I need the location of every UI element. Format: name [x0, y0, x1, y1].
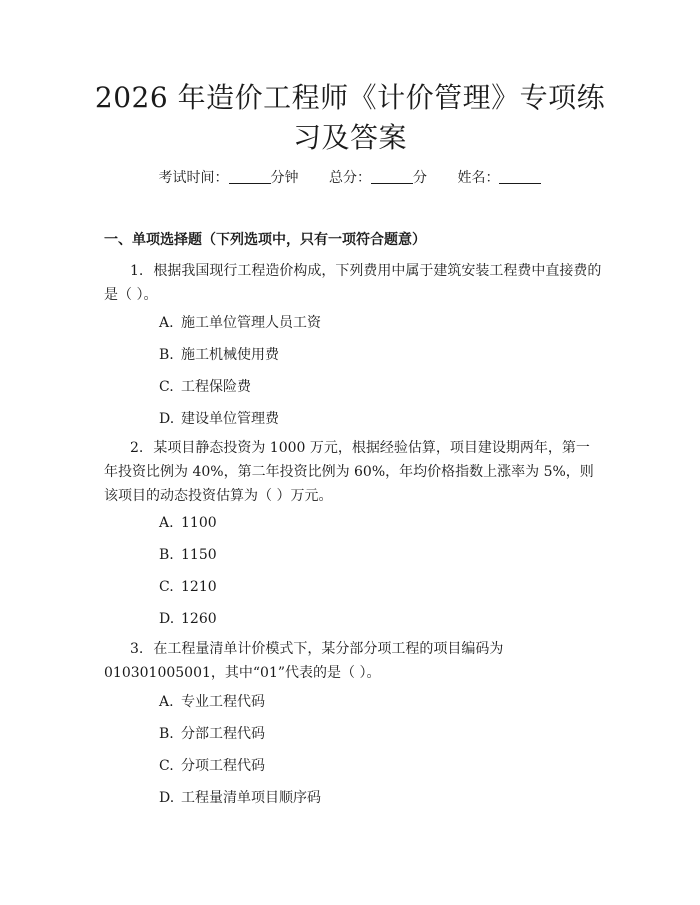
- question-1-option-d: [159, 409, 279, 429]
- name-label: 姓名：: [457, 170, 500, 186]
- question-2: [104, 436, 602, 508]
- option-letter: C.: [159, 579, 174, 595]
- question-1-option-c: [159, 377, 251, 397]
- option-text: 施工单位管理人员工资: [181, 315, 321, 331]
- option-letter: B.: [159, 347, 174, 363]
- option-text: 1260: [181, 611, 217, 627]
- document-title: 2026 年造价工程师《计价管理》专项练习及答案: [94, 81, 606, 154]
- score-blank: [371, 169, 413, 184]
- question-3-option-c: [159, 756, 265, 776]
- score-unit: 分: [413, 170, 427, 186]
- question-text: 根据我国现行工程造价构成，下列费用中属于建筑安装工程费中直接费的是（ ）。: [104, 263, 602, 303]
- option-letter: C.: [159, 758, 174, 774]
- question-number: 3.: [130, 641, 144, 657]
- question-2-option-a: [159, 513, 217, 533]
- option-letter: A.: [159, 694, 174, 710]
- question-number: 2.: [130, 440, 144, 456]
- question-1-option-b: [159, 345, 279, 365]
- score-field: [329, 168, 427, 188]
- name-blank: [499, 169, 541, 184]
- exam-time-unit: 分钟: [270, 170, 299, 186]
- option-text: 工程量清单项目顺序码: [181, 790, 321, 806]
- question-2-option-d: [159, 609, 217, 629]
- score-label: 总分：: [329, 170, 371, 186]
- exam-time-blank: [229, 169, 271, 184]
- option-text: 1100: [181, 515, 217, 531]
- option-text: 1210: [181, 579, 217, 595]
- option-letter: A.: [159, 515, 174, 531]
- exam-time-field: [159, 168, 299, 188]
- option-text: 建设单位管理费: [181, 411, 279, 427]
- question-text: 某项目静态投资为 1000 万元，根据经验估算，项目建设期两年，第一年投资比例为 40%，第二年投资比例为 60%，年均价格指数上涨率为 5%，则该项目的动态投资估算为（ ）万元。: [104, 440, 594, 504]
- question-2-option-b: [159, 545, 217, 565]
- section-heading: 一、单项选择题（下列选项中，只有一项符合题意）: [104, 232, 426, 248]
- exam-time-label: 考试时间：: [158, 170, 229, 186]
- option-text: 工程保险费: [181, 379, 251, 395]
- option-text: 专业工程代码: [181, 694, 265, 710]
- exam-info-line: [0, 168, 700, 188]
- question-3-option-d: [159, 788, 321, 808]
- option-letter: B.: [159, 547, 174, 563]
- option-text: 分项工程代码: [181, 758, 265, 774]
- name-field: [457, 168, 541, 188]
- option-text: 施工机械使用费: [181, 347, 279, 363]
- question-number: 1.: [130, 263, 144, 279]
- option-letter: D.: [159, 611, 175, 627]
- question-3-option-b: [159, 724, 265, 744]
- question-1: [104, 259, 602, 307]
- option-letter: B.: [159, 726, 174, 742]
- option-letter: A.: [159, 315, 174, 331]
- option-letter: D.: [159, 790, 175, 806]
- option-text: 1150: [181, 547, 217, 563]
- question-1-option-a: [159, 313, 321, 333]
- question-text: 在工程量清单计价模式下，某分部分项工程的项目编码为 010301005001，其中“01”代表的是（ ）。: [104, 641, 504, 681]
- option-letter: C.: [159, 379, 174, 395]
- option-letter: D.: [159, 411, 175, 427]
- question-3: [104, 637, 602, 685]
- question-3-option-a: [159, 692, 265, 712]
- question-2-option-c: [159, 577, 217, 597]
- option-text: 分部工程代码: [181, 726, 265, 742]
